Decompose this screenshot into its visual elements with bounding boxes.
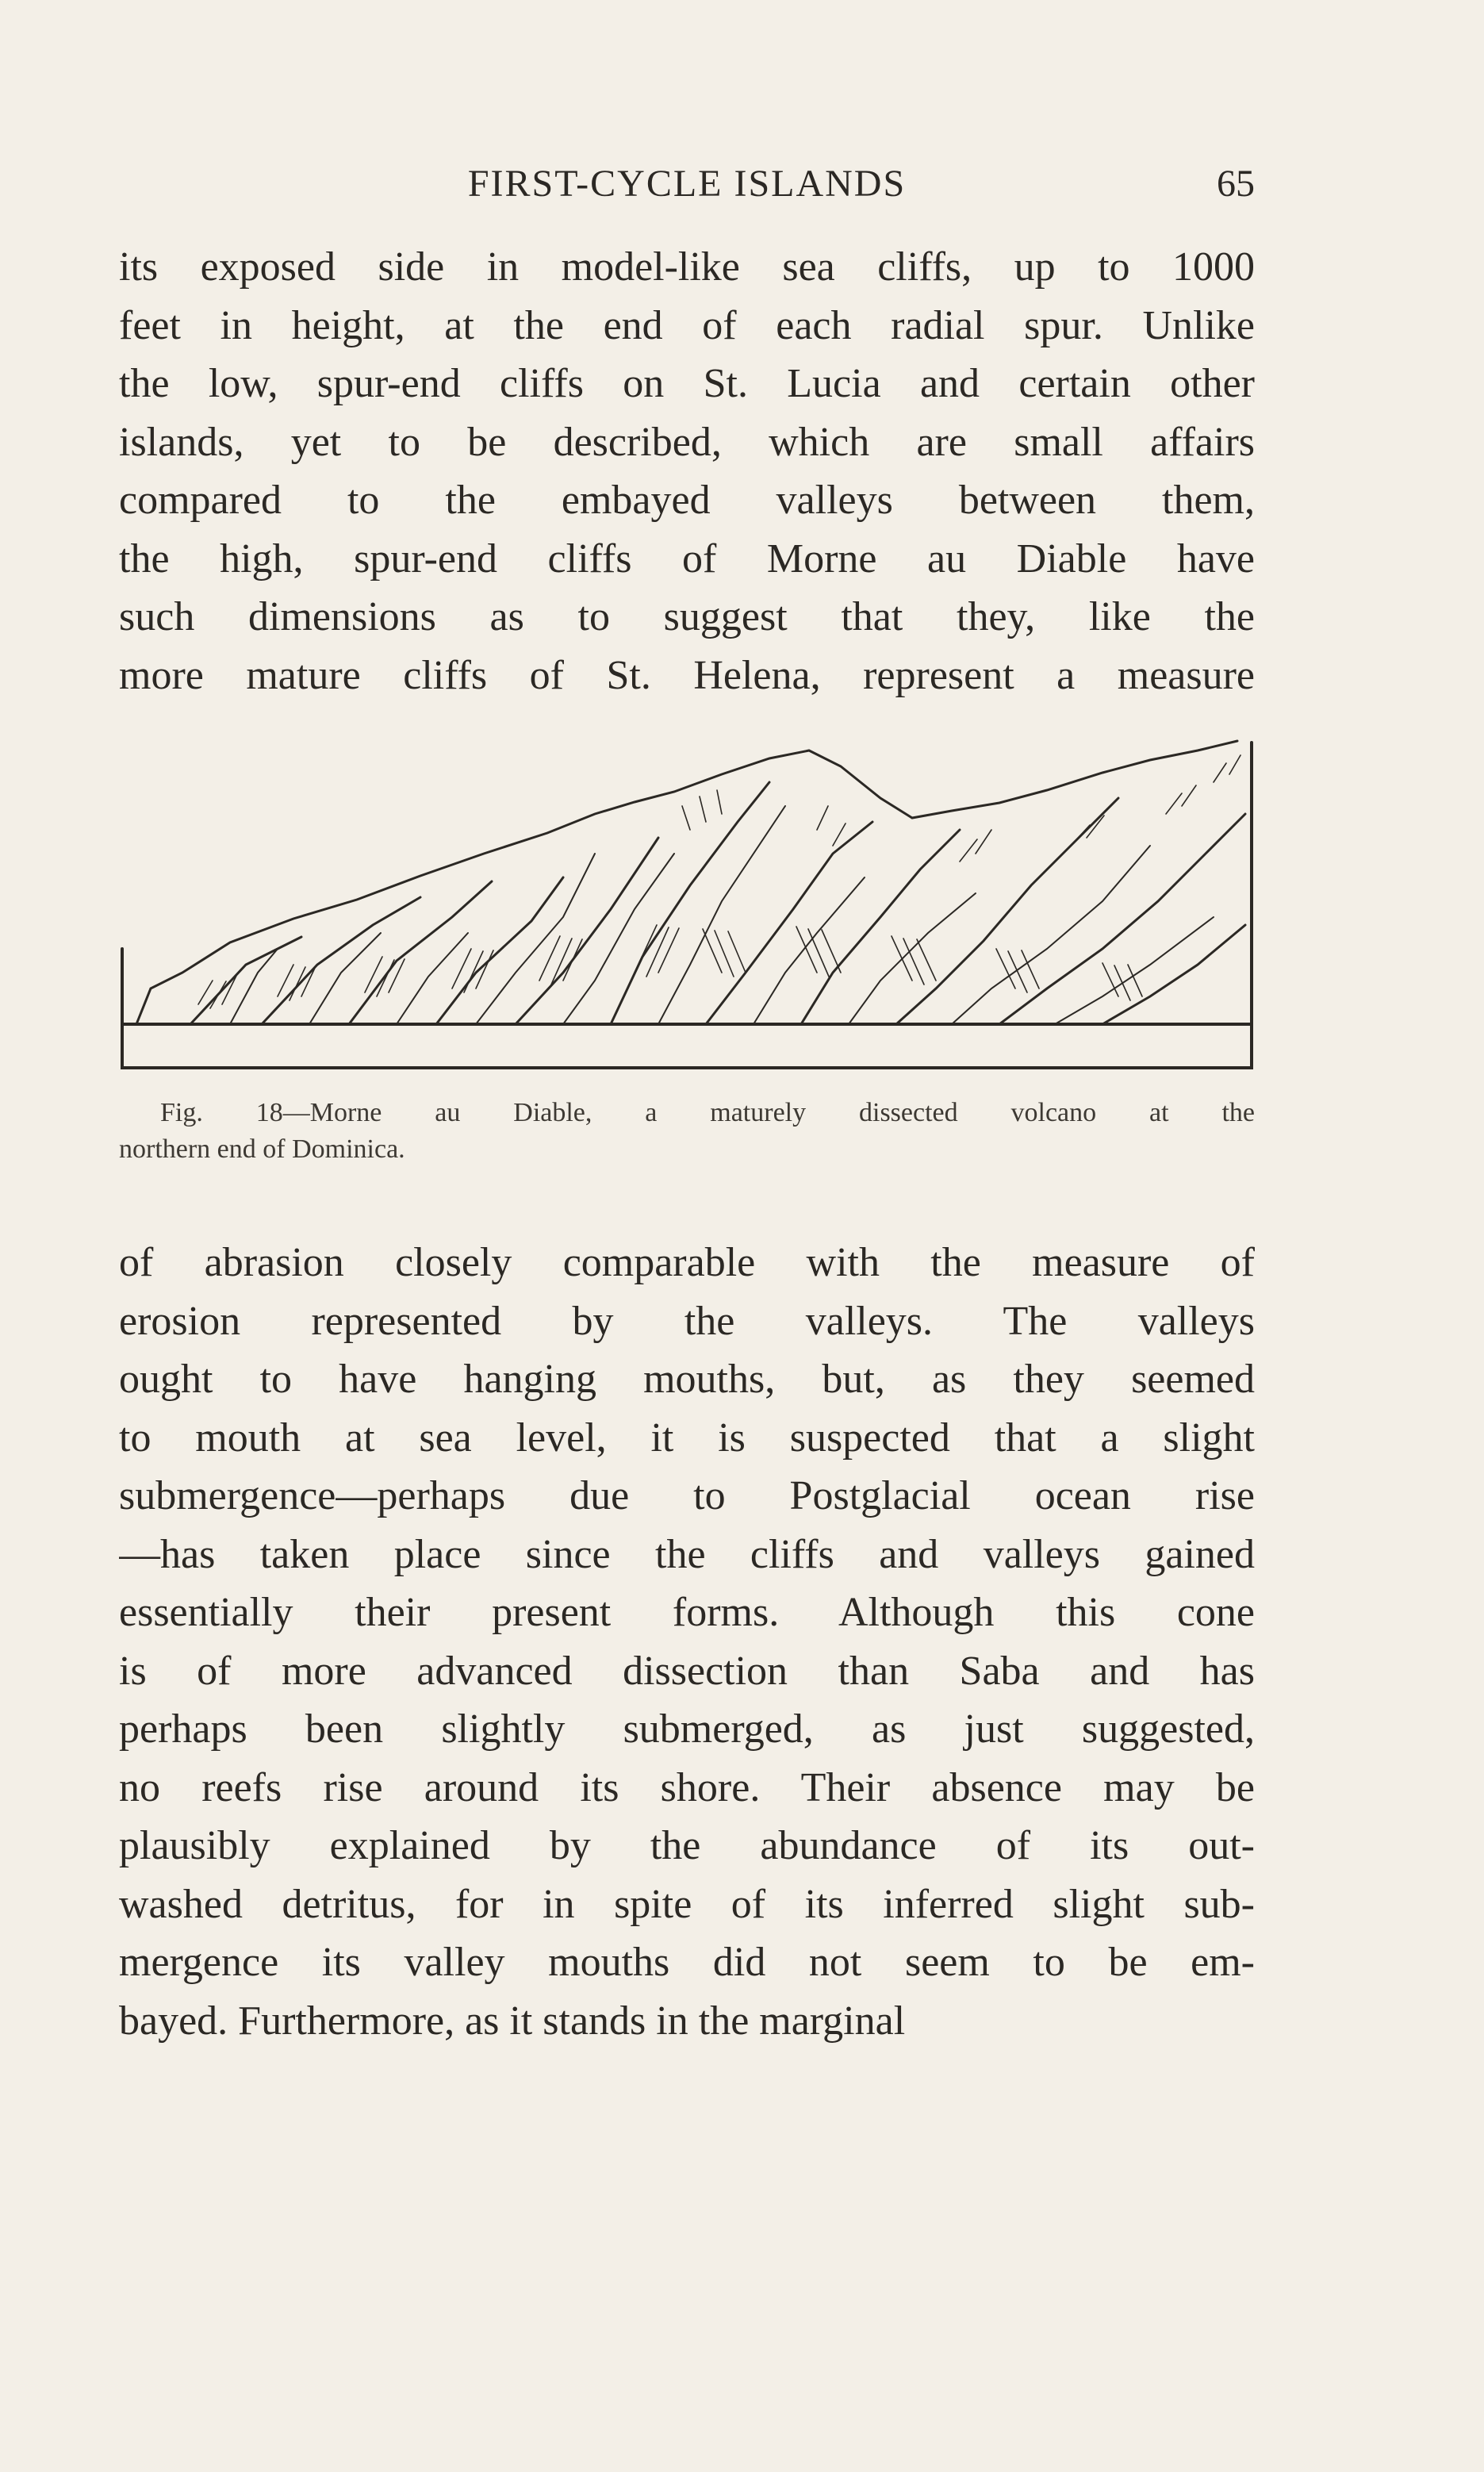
text-line: mergence its valley mouths did not seem to be em- — [119, 1940, 1255, 1985]
text-line: —has taken place since the cliffs and valleys gained — [119, 1531, 1255, 1577]
text-line: feet in height, at the end of each radial spur. Unlike — [119, 302, 1255, 348]
text-line: erosion represented by the valleys. The valleys — [119, 1298, 1255, 1344]
text-line: plausibly explained by the abundance of its out- — [119, 1823, 1255, 1868]
text-line: no reefs rise around its shore. Their absence may be — [119, 1764, 1255, 1810]
paragraph-after-figure — [119, 1234, 1255, 2050]
text-line: its exposed side in model-like sea cliffs, up to 1000 — [119, 244, 1255, 290]
text-line: perhaps been slightly submerged, as just suggested, — [119, 1706, 1255, 1752]
text-line: bayed. Furthermore, as it stands in the marginal — [119, 1998, 906, 2044]
caption-line: northern end of Dominica. — [119, 1134, 405, 1164]
text-line: compared to the embayed valleys between them, — [119, 478, 1255, 523]
figure-volcano-sketch — [119, 735, 1255, 1076]
caption-line: Fig. 18—Morne au Diable, a maturely dissected volcano at the — [160, 1098, 1255, 1127]
running-head: FIRST-CYCLE ISLANDS — [467, 163, 907, 205]
text-line: the high, spur-end cliffs of Morne au Diable have — [119, 535, 1255, 582]
text-line: of abrasion closely comparable with the measure of — [119, 1240, 1255, 1285]
page-number: 65 — [1217, 163, 1255, 205]
text-line: islands, yet to be described, which are small affairs — [119, 419, 1255, 465]
text-line: to mouth at sea level, it is suspected that a slight — [119, 1414, 1255, 1461]
text-line: essentially their present forms. Although this cone — [119, 1590, 1255, 1635]
text-line: such dimensions as to suggest that they, like the — [119, 594, 1255, 639]
figure-caption — [119, 1095, 1255, 1168]
text-line: washed detritus, for in spite of its inferred slight sub- — [119, 1881, 1255, 1927]
paragraph-before-figure — [119, 238, 1255, 704]
volcano-sketch-illustration — [119, 735, 1255, 1076]
text-line: ought to have hanging mouths, but, as they seemed — [119, 1357, 1255, 1402]
text-line: more mature cliffs of St. Helena, represent a measure — [119, 652, 1255, 698]
text-line: the low, spur-end cliffs on St. Lucia and certain other — [119, 361, 1255, 406]
page-header — [119, 155, 1255, 213]
text-line: is of more advanced dissection than Saba and has — [119, 1648, 1255, 1694]
text-line: submergence—perhaps due to Postglacial ocean rise — [119, 1473, 1255, 1518]
